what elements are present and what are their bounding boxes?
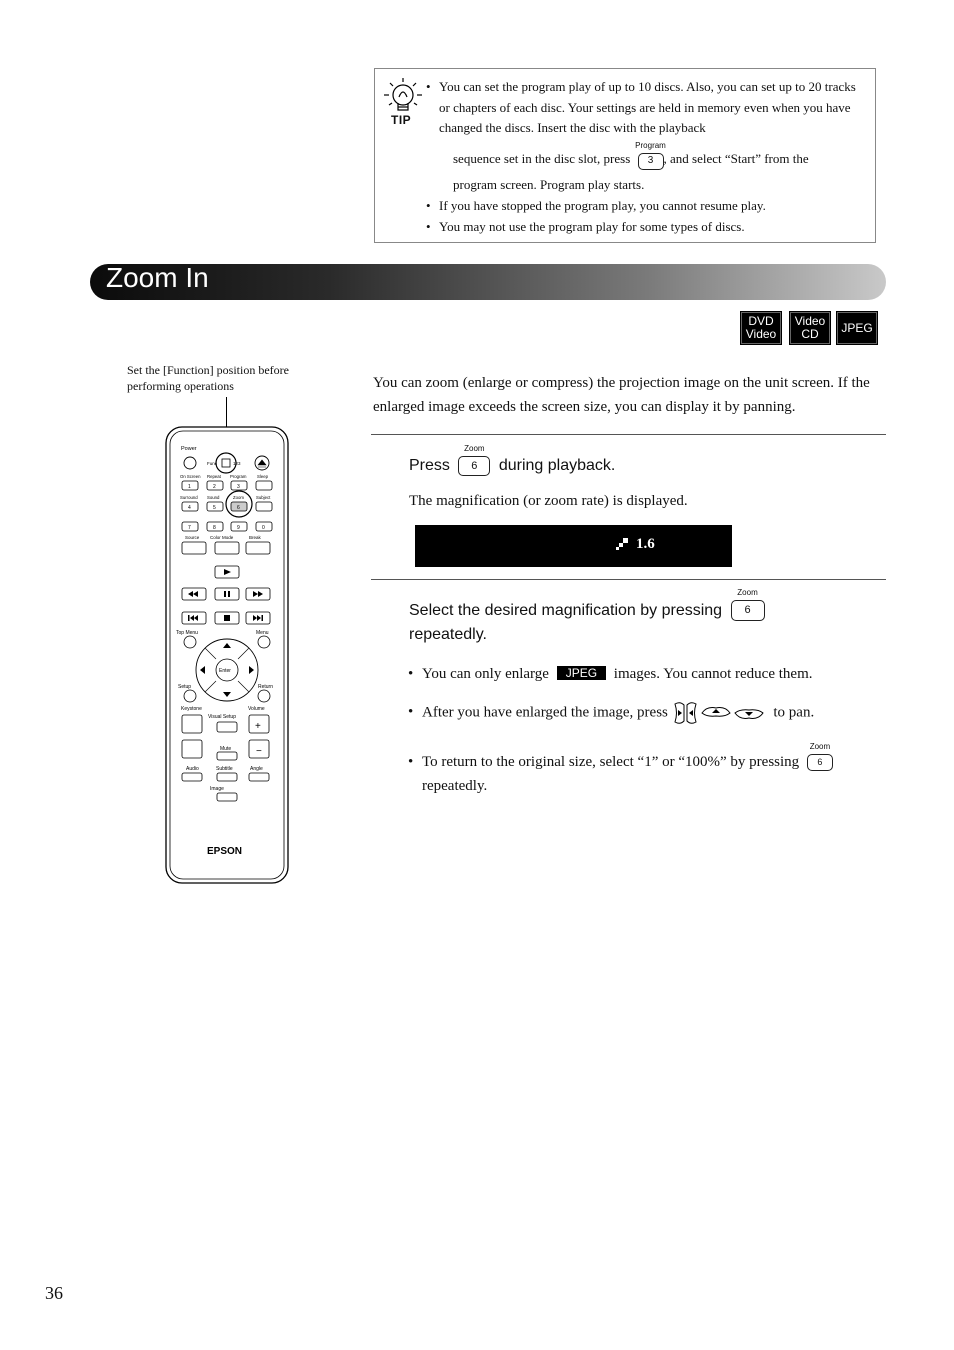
step2-bullet-2 — [422, 700, 882, 726]
step1-description: The magnification (or zoom rate) is displayed. — [409, 493, 688, 509]
epson-logo: EPSON — [207, 846, 243, 857]
sleep-label: Sleep — [257, 474, 268, 479]
format-badge-dvd-line2: Video — [745, 327, 777, 341]
subtitle-label: Subtitle — [216, 766, 233, 772]
angle-label: Angle — [250, 766, 263, 772]
color-mode-label: Color Mode — [210, 535, 234, 540]
zoom-key — [458, 443, 490, 476]
remote-caption: Set the [Function] position before performing operations — [127, 363, 289, 393]
tip-item-1 — [439, 77, 867, 139]
page-number: 36 — [45, 1283, 63, 1303]
zoom-key-step2-label: 6 — [744, 604, 751, 617]
enter-label: Enter — [219, 668, 231, 674]
section-title: Zoom In — [106, 262, 209, 293]
volume-down-icon: − — [256, 746, 262, 757]
num123-label: 123 — [233, 461, 241, 466]
zoom-key-step2 — [731, 588, 765, 621]
volume-label: Volume — [248, 706, 265, 712]
audio-label: Audio — [186, 766, 199, 772]
remote-control-illustration — [160, 420, 295, 890]
zoom-key-bullet — [807, 742, 833, 771]
remote-key-7: 7 — [188, 525, 191, 531]
remote-key-0: 0 — [262, 525, 265, 531]
program-key-label: 3 — [647, 154, 654, 166]
source-label: Source — [185, 535, 200, 540]
intro-paragraph: You can zoom (enlarge or compress) the projection image on the unit screen. If the enlarged image exceeds the screen size, you can display it by panning. — [373, 375, 870, 415]
step-divider-1 — [371, 434, 886, 435]
program-key-caption: Program — [635, 140, 666, 150]
format-badge-jpeg-label: JPEG — [841, 321, 873, 335]
program-label: Program — [230, 474, 247, 479]
remote-key-8: 8 — [213, 525, 216, 531]
zoom-key-caption: Zoom — [464, 443, 485, 453]
return-label: Return — [258, 684, 274, 690]
step1-heading — [409, 443, 616, 478]
menu-label: Menu — [256, 630, 269, 636]
zoom-key-bullet-caption: Zoom — [809, 742, 831, 752]
break-label: Break — [249, 535, 261, 540]
tip-item-2: • If you have stopped the program play, you cannot resume play. — [439, 196, 867, 217]
section-title-bar — [90, 264, 886, 300]
step2-head: Select the desired magnification by pressing — [409, 602, 723, 619]
step1-rest: during playback. — [498, 457, 616, 474]
remote-key-1: 1 — [188, 484, 191, 490]
step2-bullet-3-a: To return to the original size, select “1” or “100%” by pressing — [422, 754, 800, 770]
step2-bullet-2-a: After you have enlarged the image, press — [422, 704, 668, 721]
remote-key-3: 3 — [237, 484, 240, 490]
tip-item-3: • You may not use the program play for some types of discs. — [439, 217, 867, 238]
format-badge-jpeg — [837, 312, 877, 344]
program-key — [635, 140, 666, 170]
func-label: Func — [207, 461, 218, 466]
tip-item-1-text-a: You can set the program play of up to 10 discs. Also, you can set up to 20 tracks or chapters of each disc. Your settings are held in memory even when you have changed the discs. Insert the disc with the playback — [439, 79, 856, 135]
step2-head-end: repeatedly. — [409, 626, 487, 643]
step2-bullet-1 — [422, 662, 882, 686]
zoom-display-bar — [415, 525, 732, 567]
subject-label: Subject — [256, 495, 271, 500]
format-badge-vcd-line1: Video — [794, 314, 826, 328]
step2-bullet-1-b: images. You cannot reduce them. — [613, 666, 813, 682]
tip-item-1-text-c: , and select “Start” from the — [663, 151, 809, 166]
tip-item-1-text-d: program screen. Program play starts. — [453, 177, 645, 192]
zoom-rate-icon — [615, 537, 629, 551]
format-badge-video-cd — [790, 312, 830, 344]
format-badge-vcd-line2: CD — [801, 327, 819, 341]
remote-key-2: 2 — [213, 484, 216, 490]
step-divider-2 — [371, 579, 886, 580]
zoom-rate-value: 1.6 — [636, 536, 655, 552]
format-badge-dvd-line1: DVD — [748, 314, 774, 328]
setup-label: Setup — [178, 684, 192, 690]
top-menu-label: Top Menu — [176, 630, 198, 636]
step2-bullet-2-b: to pan. — [773, 704, 815, 721]
step2-bullet-1-a: You can only enlarge — [422, 666, 549, 682]
step2-bullet-3-b: repeatedly. — [422, 778, 488, 794]
step2-bullet-3 — [422, 742, 882, 798]
tip-item-1-text-b: sequence set in the disc slot, press — [453, 151, 631, 166]
jpeg-inline-badge: JPEG — [557, 666, 606, 680]
visual-setup-label: Visual Setup — [208, 714, 236, 720]
image-label: Image — [210, 786, 224, 792]
remote-key-5: 5 — [213, 505, 216, 511]
remote-key-6: 6 — [237, 505, 240, 511]
tip-label: TIP — [391, 113, 412, 127]
zoom-label: Zoom — [233, 495, 244, 500]
zoom-key-step2-caption: Zoom — [737, 588, 758, 598]
power-label: Power — [181, 446, 197, 452]
onscreen-label: On Screen — [180, 474, 201, 479]
tip-item-1-continued — [453, 140, 873, 169]
format-badge-dvd-video — [741, 312, 781, 344]
zoom-key-label: 6 — [471, 459, 478, 472]
remote-key-4: 4 — [188, 505, 191, 511]
sound-label: Sound — [207, 495, 220, 500]
arrow-keys-icon — [672, 700, 770, 726]
mute-label: Mute — [220, 746, 232, 752]
tip-box — [374, 68, 876, 243]
keystone-label: Keystone — [181, 706, 202, 712]
step2-heading — [409, 588, 849, 647]
repeat-label: Repeat — [207, 474, 221, 479]
volume-up-icon: + — [255, 721, 261, 732]
surround-label: Surround — [180, 495, 198, 500]
zoom-key-bullet-label: 6 — [817, 757, 823, 768]
step1-press: Press — [409, 457, 450, 474]
remote-key-9: 9 — [237, 525, 240, 531]
